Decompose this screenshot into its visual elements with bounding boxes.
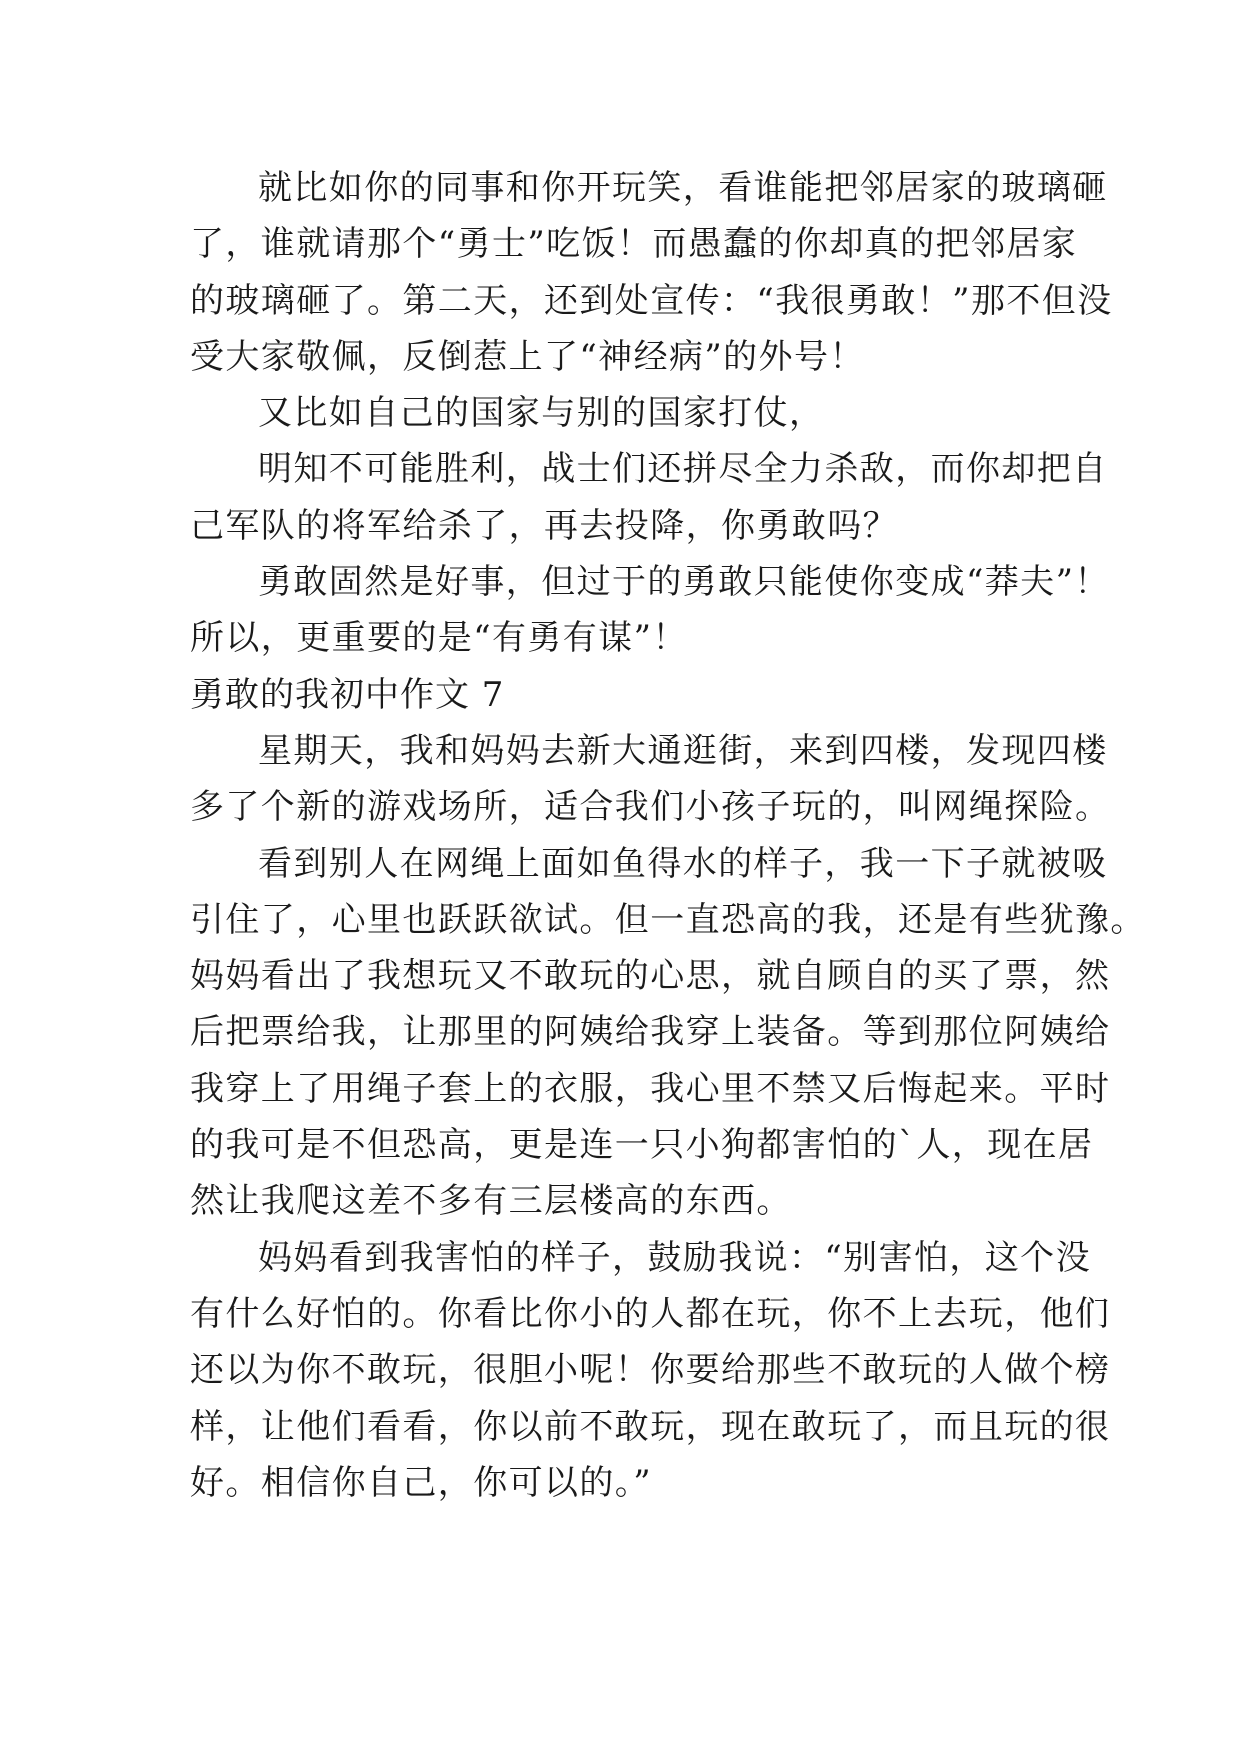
text-line: 的玻璃砸了。第二天，还到处宣传：“我很勇敢！”那不但没 <box>190 280 1113 321</box>
text-line: 我穿上了用绳子套上的衣服，我心里不禁又后悔起来。平时 <box>190 1068 1111 1109</box>
text-line: 星期天，我和妈妈去新大通逛街，来到四楼，发现四楼 <box>258 730 1108 771</box>
text-line: 己军队的将军给杀了，再去投降，你勇敢吗？ <box>190 505 898 546</box>
text-line: 有什么好怕的。你看比你小的人都在玩，你不上去玩，他们 <box>190 1293 1111 1334</box>
text-line: 多了个新的游戏场所，适合我们小孩子玩的，叫网绳探险。 <box>190 787 1111 828</box>
text-line: 然让我爬这差不多有三层楼高的东西。 <box>190 1181 792 1222</box>
text-line: 受大家敬佩，反倒惹上了“神经病”的外号！ <box>190 336 865 377</box>
text-line: 看到别人在网绳上面如鱼得水的样子，我一下子就被吸 <box>258 843 1108 884</box>
text-line: 了，谁就请那个“勇士”吃饭！而愚蠢的你却真的把邻居家 <box>190 224 1078 265</box>
document-body <box>190 160 1146 1511</box>
text-line: 又比如自己的国家与别的国家打仗， <box>258 393 825 434</box>
text-line: 妈妈看到我害怕的样子，鼓励我说：“别害怕，这个没 <box>258 1237 1091 1278</box>
text-line: 就比如你的同事和你开玩笑，看谁能把邻居家的玻璃砸 <box>258 168 1108 208</box>
text-line: 的我可是不但恐高，更是连一只小狗都害怕的`人，现在居 <box>190 1125 1094 1166</box>
text-line: 样，让他们看看，你以前不敢玩，现在敢玩了，而且玩的很 <box>190 1406 1111 1447</box>
text-line: 好。相信你自己，你可以的。” <box>190 1462 652 1503</box>
text-line: 后把票给我，让那里的阿姨给我穿上装备。等到那位阿姨给 <box>190 1012 1111 1053</box>
text-line: 所以，更重要的是“有勇有谋”！ <box>190 618 688 659</box>
section-heading: 勇敢的我初中作文 7 <box>190 674 505 715</box>
text-line: 引住了，心里也跃跃欲试。但一直恐高的我，还是有些犹豫。 <box>190 899 1146 940</box>
text-line: 妈妈看出了我想玩又不敢玩的心思，就自顾自的买了票，然 <box>190 956 1111 997</box>
text-line: 勇敢固然是好事，但过于的勇敢只能使你变成“莽夫”！ <box>258 562 1110 603</box>
text-line: 明知不可能胜利，战士们还拼尽全力杀敌，而你却把自 <box>258 449 1108 490</box>
text-line: 还以为你不敢玩，很胆小呢！你要给那些不敢玩的人做个榜 <box>190 1350 1111 1391</box>
